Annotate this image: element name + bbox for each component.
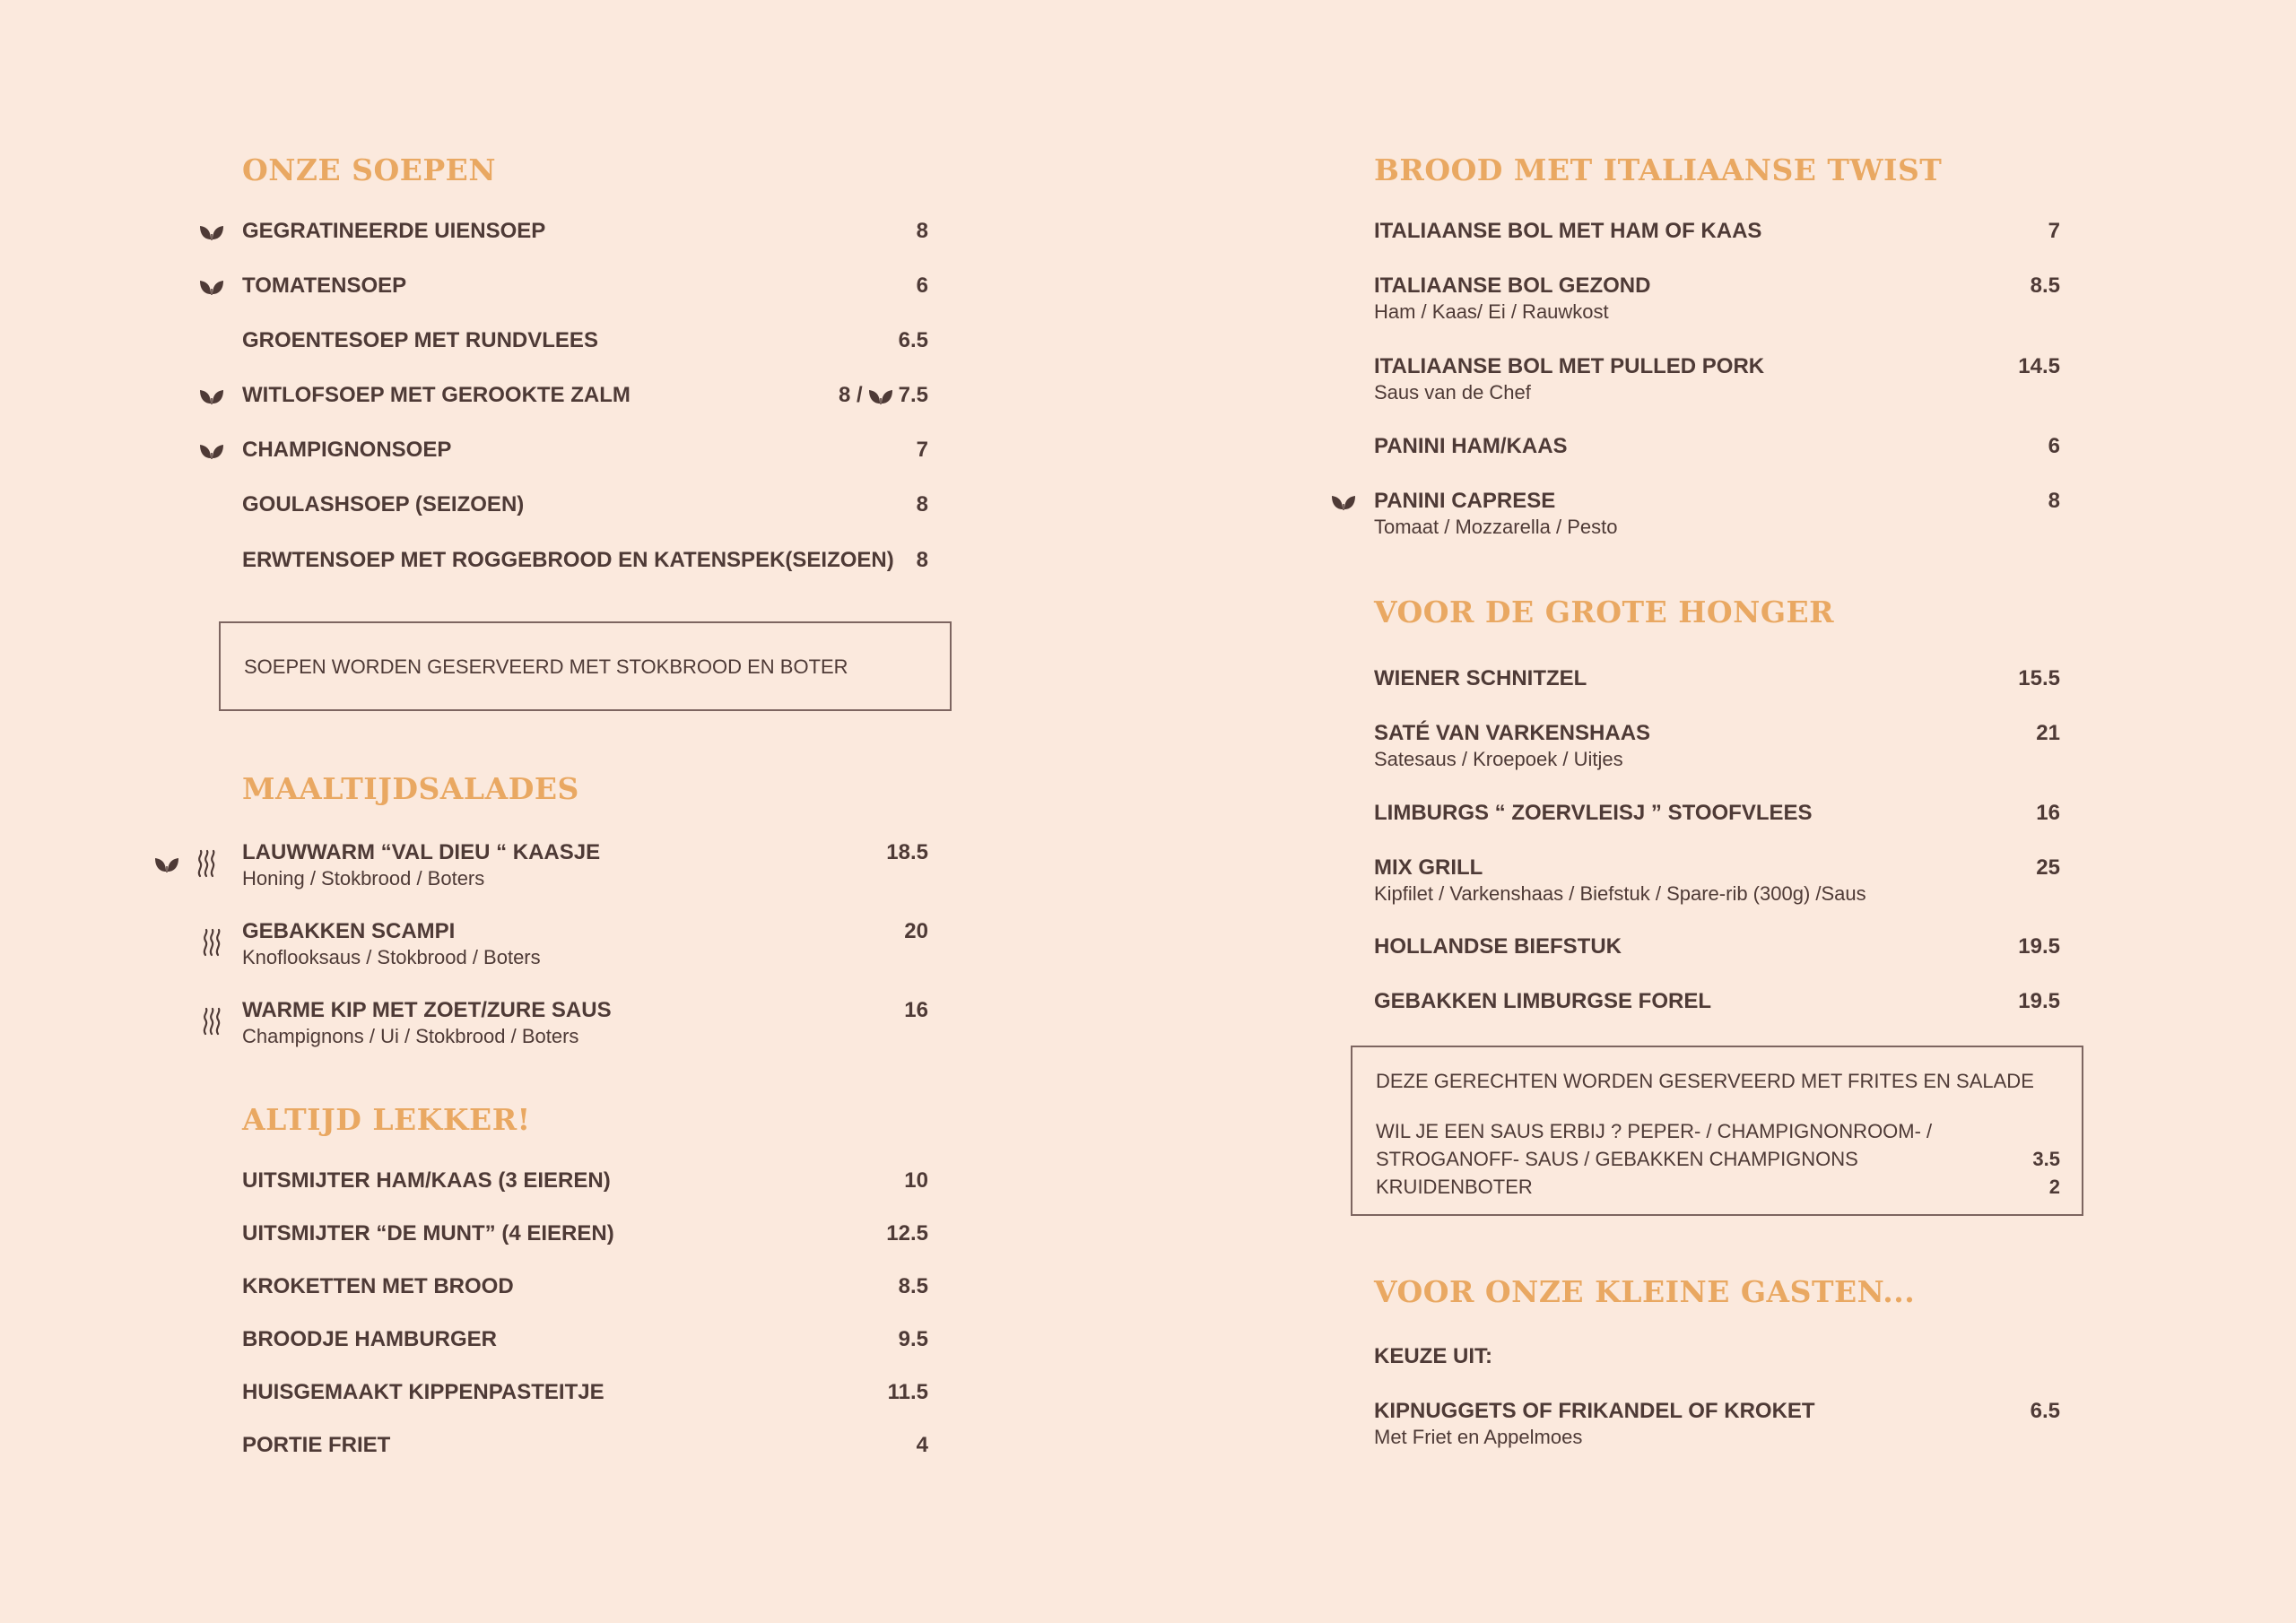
item-name: WITLOFSOEP MET GEROOKTE ZALM <box>242 383 631 407</box>
sauce-options: WIL JE EEN SAUS ERBIJ ? PEPER- / CHAMPIGNONROOM- / <box>1376 1120 1933 1142</box>
sauce-line <box>1376 1145 2060 1173</box>
item-name: BROODJE HAMBURGER <box>242 1327 498 1351</box>
item-price: 7 <box>916 438 928 462</box>
item-name: ERWTENSOEP MET ROGGEBROOD EN KATENSPEK(SEIZOEN) <box>242 548 894 572</box>
menu-item <box>242 918 928 970</box>
menu-item <box>242 1167 928 1194</box>
item-description: Honing / Stokbrood / Boters <box>242 867 485 890</box>
leaf-icon <box>154 854 179 873</box>
menu-item <box>242 1379 928 1406</box>
sauce-options-cont: STROGANOFF- SAUS / GEBAKKEN CHAMPIGNONS <box>1376 1148 1858 1170</box>
item-price: 14.5 <box>2018 354 2060 378</box>
menu-item <box>1374 1398 2060 1450</box>
item-name: CHAMPIGNONSOEP <box>242 438 452 462</box>
item-name: HUISGEMAAKT KIPPENPASTEITJE <box>242 1380 604 1404</box>
leaf-icon <box>199 386 224 405</box>
item-description: Knoflooksaus / Stokbrood / Boters <box>242 946 541 968</box>
choice-label: KEUZE UIT: <box>1374 1344 1492 1368</box>
item-price: 8 <box>916 548 928 572</box>
item-price: 6 <box>2048 434 2060 458</box>
menu-item <box>1374 433 2060 460</box>
item-price: 20 <box>904 919 928 943</box>
item-name: KIPNUGGETS OF FRIKANDEL OF KROKET <box>1374 1399 1815 1423</box>
item-price: 19.5 <box>2018 934 2060 959</box>
menu-item <box>1374 273 2060 325</box>
sauce-price: 3.5 <box>2032 1148 2060 1170</box>
item-price: 6 <box>916 273 928 298</box>
butter-label: KRUIDENBOTER <box>1376 1176 1533 1198</box>
item-name: MIX GRILL <box>1374 855 1483 880</box>
section-title-soepen: ONZE SOEPEN <box>242 152 497 187</box>
item-name: SATÉ VAN VARKENSHAAS <box>1374 721 1651 745</box>
item-name: KROKETTEN MET BROOD <box>242 1274 514 1298</box>
item-price: 18.5 <box>886 840 928 864</box>
item-price-vegetarian: 7.5 <box>898 383 928 407</box>
item-price: 8.5 <box>2030 273 2060 298</box>
butter-price: 2 <box>2048 1176 2060 1198</box>
steam-icon <box>201 1007 222 1036</box>
menu-item <box>242 437 928 464</box>
section-title-kids: VOOR ONZE KLEINE GASTEN... <box>1374 1274 1916 1309</box>
note-text: SOEPEN WORDEN GESERVEERD MET STOKBROOD EN BOTER <box>244 655 848 678</box>
item-price: 12.5 <box>886 1221 928 1245</box>
item-description: Satesaus / Kroepoek / Uitjes <box>1374 748 1623 770</box>
item-name: WIENER SCHNITZEL <box>1374 666 1587 690</box>
item-price: 7 <box>2048 219 2060 243</box>
item-price: 16 <box>2036 801 2060 825</box>
item-name: ITALIAANSE BOL GEZOND <box>1374 273 1651 298</box>
menu-item <box>242 1326 928 1353</box>
item-description: Champignons / Ui / Stokbrood / Boters <box>242 1025 579 1047</box>
section-title-honger: VOOR DE GROTE HONGER <box>1374 595 1835 629</box>
item-name: PANINI HAM/KAAS <box>1374 434 1568 458</box>
item-name: GEBAKKEN SCAMPI <box>242 919 456 943</box>
item-name: TOMATENSOEP <box>242 273 407 298</box>
item-price: 6.5 <box>2030 1399 2060 1423</box>
item-name: PANINI CAPRESE <box>1374 489 1556 513</box>
butter-line <box>1376 1173 2060 1201</box>
item-description: Saus van de Chef <box>1374 381 1531 404</box>
item-price: 8 <box>2048 489 2060 513</box>
menu-item <box>242 273 928 299</box>
menu-item <box>242 382 928 409</box>
section-title-salades: MAALTIJDSALADES <box>242 771 579 806</box>
item-name: LAUWWARM “VAL DIEU “ KAASJE <box>242 840 601 864</box>
item-price: 11.5 <box>887 1380 928 1404</box>
item-description: Tomaat / Mozzarella / Pesto <box>1374 516 1618 538</box>
menu-item <box>242 1220 928 1247</box>
item-price: 8.5 <box>898 1274 928 1298</box>
steam-icon <box>201 928 222 957</box>
item-price: 15.5 <box>2018 666 2060 690</box>
honger-note-box <box>1351 1046 2083 1216</box>
item-name: UITSMIJTER “DE MUNT” (4 EIEREN) <box>242 1221 614 1245</box>
item-name: LIMBURGS “ ZOERVLEISJ ” STOOFVLEES <box>1374 801 1813 825</box>
leaf-icon <box>199 276 224 296</box>
item-price <box>839 382 928 409</box>
menu-item <box>1374 218 2060 245</box>
item-name: ITALIAANSE BOL MET PULLED PORK <box>1374 354 1765 378</box>
item-price: 19.5 <box>2018 989 2060 1013</box>
item-price: 6.5 <box>898 328 928 352</box>
menu-item <box>242 491 928 518</box>
item-name: UITSMIJTER HAM/KAAS (3 EIEREN) <box>242 1168 611 1193</box>
item-price: 9.5 <box>898 1327 928 1351</box>
section-title-brood: BROOD MET ITALIAANSE TWIST <box>1374 152 1943 187</box>
leaf-icon <box>1331 491 1356 511</box>
item-name: GROENTESOEP MET RUNDVLEES <box>242 328 598 352</box>
steam-icon <box>196 849 217 878</box>
menu-item <box>1374 800 2060 827</box>
item-description: Ham / Kaas/ Ei / Rauwkost <box>1374 300 1609 323</box>
item-name: GEGRATINEERDE UIENSOEP <box>242 219 546 243</box>
menu-item <box>242 997 928 1049</box>
menu-item <box>1374 933 2060 960</box>
soepen-note-box <box>219 621 952 711</box>
menu-item <box>242 839 928 891</box>
kids-choice <box>1374 1343 2060 1370</box>
item-price: 8 <box>916 219 928 243</box>
menu-item <box>1374 488 2060 540</box>
menu-item <box>1374 855 2060 907</box>
menu-item <box>242 1273 928 1300</box>
item-price: 4 <box>916 1433 928 1457</box>
leaf-icon <box>199 440 224 460</box>
item-name: WARME KIP MET ZOET/ZURE SAUS <box>242 998 612 1022</box>
item-description: Kipfilet / Varkenshaas / Biefstuk / Spare-rib (300g) /Saus <box>1374 882 1866 905</box>
item-name: GEBAKKEN LIMBURGSE FOREL <box>1374 989 1712 1013</box>
note-text: DEZE GERECHTEN WORDEN GESERVEERD MET FRITES EN SALADE <box>1376 1070 2034 1092</box>
item-name: HOLLANDSE BIEFSTUK <box>1374 934 1622 959</box>
menu-item <box>242 218 928 245</box>
menu-item <box>1374 353 2060 405</box>
menu-item <box>242 547 928 574</box>
menu-item <box>1374 665 2060 692</box>
item-price: 8 <box>916 492 928 516</box>
leaf-icon <box>868 386 893 405</box>
item-name: PORTIE FRIET <box>242 1433 391 1457</box>
menu-item <box>242 1432 928 1459</box>
item-price: 25 <box>2036 855 2060 880</box>
item-name: ITALIAANSE BOL MET HAM OF KAAS <box>1374 219 1762 243</box>
item-price: 10 <box>904 1168 928 1193</box>
section-title-lekker: ALTIJD LEKKER! <box>242 1102 531 1137</box>
item-price-regular: 8 / <box>838 383 863 407</box>
item-price: 16 <box>904 998 928 1022</box>
item-description: Met Friet en Appelmoes <box>1374 1426 1583 1448</box>
menu-item <box>1374 988 2060 1015</box>
item-price: 21 <box>2036 721 2060 745</box>
item-name: GOULASHSOEP (SEIZOEN) <box>242 492 525 516</box>
menu-item <box>242 327 928 354</box>
leaf-icon <box>199 221 224 241</box>
menu-item <box>1374 720 2060 772</box>
